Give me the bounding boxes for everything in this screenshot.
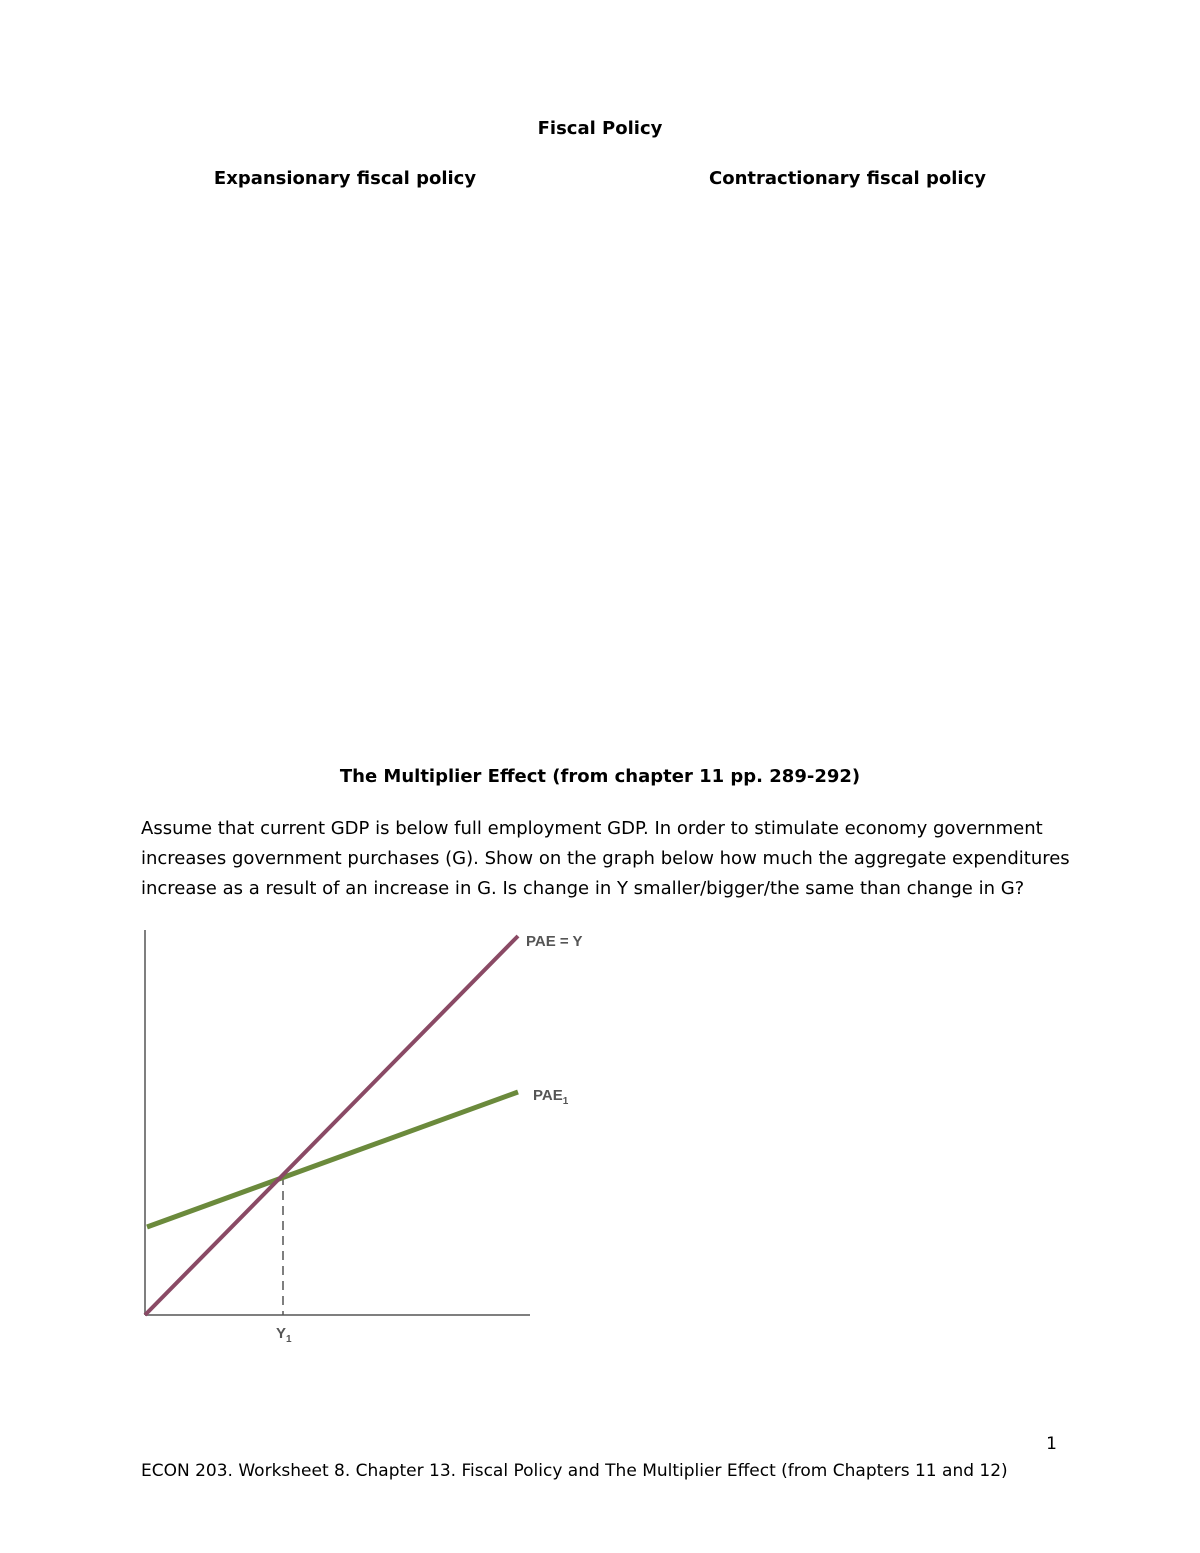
- contractionary-heading: Contractionary fiscal policy: [709, 168, 986, 189]
- pae1-label: [533, 1087, 569, 1107]
- expansionary-heading: Expansionary fiscal policy: [213, 168, 477, 189]
- pae1-line: [147, 1092, 518, 1227]
- y1-label-sub: 1: [286, 1334, 292, 1345]
- pae-graph: [120, 920, 620, 1360]
- y1-label-base: Y: [276, 1325, 287, 1342]
- pae1-label-base: PAE: [533, 1087, 563, 1104]
- question-line: Assume that current GDP is below full employment GDP. In order to stimulate economy government: [141, 818, 1043, 839]
- question-line: increase as a result of an increase in G. Is change in Y smaller/bigger/the same than change in G?: [141, 878, 1025, 899]
- page-title: Fiscal Policy: [537, 118, 663, 139]
- pae-eq-y-line: [145, 936, 518, 1315]
- y1-label: [276, 1325, 292, 1345]
- pae1-label-sub: 1: [562, 1096, 569, 1107]
- multiplier-heading: The Multiplier Effect (from chapter 11 pp. 289-292): [339, 766, 861, 787]
- footer: ECON 203. Worksheet 8. Chapter 13. Fiscal Policy and The Multiplier Effect (from Chapters 11 and 12): [141, 1461, 1008, 1481]
- question-line: increases government purchases (G). Show on the graph below how much the aggregate expenditures: [141, 848, 1070, 869]
- page-number: 1: [1046, 1434, 1057, 1454]
- pae-eq-y-label: PAE = Y: [526, 933, 583, 950]
- question-paragraph: [141, 814, 1070, 904]
